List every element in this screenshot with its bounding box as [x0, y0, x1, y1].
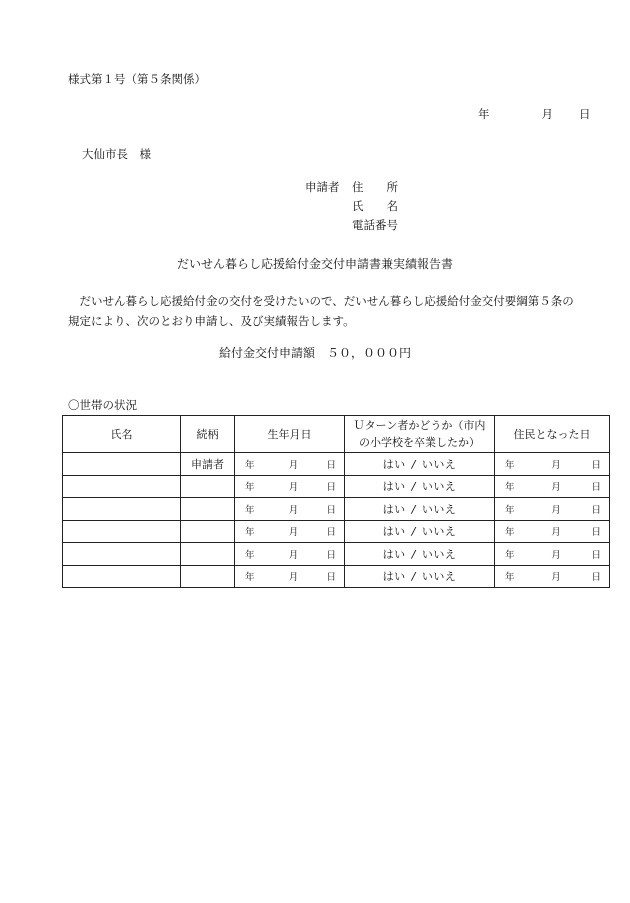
resident-ymd [495, 457, 609, 471]
addressee: 大仙市長 様 [82, 147, 151, 161]
uturn-yes: はい [382, 457, 406, 471]
resident-day: 日 [591, 459, 601, 471]
table-row [63, 543, 610, 566]
cell-birthdate[interactable] [235, 520, 345, 543]
table-row [63, 453, 610, 476]
document-title: だいせん暮らし応援給付金交付申請書兼実績報告書 [176, 257, 453, 271]
cell-name[interactable] [63, 565, 181, 588]
header-relation: 続柄 [181, 416, 235, 453]
date-month: 月 [541, 107, 553, 121]
cell-relation[interactable]: 申請者 [181, 453, 235, 476]
resident-day: 日 [591, 549, 601, 561]
resident-ymd [495, 569, 609, 583]
uturn-yes: はい [382, 525, 406, 539]
birthdate-year: 年 [245, 504, 255, 516]
resident-year: 年 [505, 482, 515, 494]
name-label: 氏 名 [352, 199, 398, 213]
birthdate-day: 日 [326, 572, 336, 584]
resident-year: 年 [505, 504, 515, 516]
header-uturn [345, 416, 495, 453]
uturn-no: いいえ [421, 480, 457, 494]
uturn-separator: / [411, 525, 416, 539]
resident-ymd [495, 524, 609, 538]
resident-month: 月 [551, 527, 561, 539]
cell-uturn[interactable] [345, 543, 495, 566]
uturn-separator: / [411, 457, 416, 471]
resident-day: 日 [591, 504, 601, 516]
uturn-yes: はい [382, 547, 406, 561]
uturn-separator: / [411, 547, 416, 561]
header-resident-date: 住民となった日 [495, 416, 610, 453]
phone-label: 電話番号 [352, 218, 398, 232]
table-row [63, 565, 610, 588]
birthdate-day: 日 [326, 549, 336, 561]
cell-uturn[interactable] [345, 520, 495, 543]
resident-month: 月 [551, 459, 561, 471]
cell-relation[interactable] [181, 498, 235, 521]
cell-birthdate[interactable] [235, 498, 345, 521]
uturn-yes: はい [382, 502, 406, 516]
resident-day: 日 [591, 482, 601, 494]
address-label: 住 所 [352, 180, 398, 194]
date-day: 日 [579, 107, 591, 121]
uturn-no: いいえ [421, 547, 457, 561]
body-text: だいせん暮らし応援給付金の交付を受けたいので、だいせん暮らし応援給付金交付要綱第５条の規定により、次のとおり申請し、及び実績報告します。 [68, 294, 574, 328]
uturn-no: いいえ [421, 525, 457, 539]
cell-name[interactable] [63, 475, 181, 498]
uturn-choice [383, 548, 457, 561]
cell-uturn[interactable] [345, 565, 495, 588]
body-paragraph [68, 291, 578, 331]
household-section-label: 〇世帯の状況 [68, 398, 137, 412]
birthdate-year: 年 [245, 459, 255, 471]
birthdate-day: 日 [326, 482, 336, 494]
applicant-heading: 申請者 [305, 180, 340, 194]
birthdate-month: 月 [288, 572, 299, 584]
uturn-no: いいえ [421, 502, 457, 516]
household-table [62, 415, 610, 588]
cell-relation[interactable] [181, 520, 235, 543]
submission-date [478, 108, 591, 122]
cell-birthdate[interactable] [235, 475, 345, 498]
resident-month: 月 [551, 482, 561, 494]
birthdate-day: 日 [326, 527, 336, 539]
uturn-choice [383, 570, 457, 583]
birthdate-ymd [235, 502, 344, 516]
cell-resident-date[interactable] [495, 543, 610, 566]
uturn-choice [383, 503, 457, 516]
birthdate-year: 年 [245, 549, 255, 561]
birthdate-month: 月 [288, 504, 299, 516]
form-number: 様式第１号（第５条関係） [68, 72, 206, 86]
resident-year: 年 [505, 572, 515, 584]
resident-year: 年 [505, 527, 515, 539]
birthdate-month: 月 [288, 482, 299, 494]
amount-line: 給付金交付申請額 ５０，０００円 [218, 346, 411, 360]
birthdate-month: 月 [288, 549, 299, 561]
cell-name[interactable] [63, 543, 181, 566]
birthdate-month: 月 [288, 459, 299, 471]
header-uturn-line1: Ｕターン者かどうか（市内 [353, 419, 486, 432]
cell-resident-date[interactable] [495, 475, 610, 498]
resident-year: 年 [505, 459, 515, 471]
resident-ymd [495, 502, 609, 516]
birthdate-day: 日 [326, 459, 336, 471]
cell-resident-date[interactable] [495, 453, 610, 476]
resident-ymd [495, 479, 609, 493]
birthdate-day: 日 [326, 504, 336, 516]
birthdate-ymd [235, 479, 344, 493]
cell-birthdate[interactable] [235, 565, 345, 588]
uturn-choice [383, 525, 457, 538]
table-row [63, 520, 610, 543]
birthdate-ymd [235, 547, 344, 561]
resident-month: 月 [551, 572, 561, 584]
cell-resident-date[interactable] [495, 498, 610, 521]
table-header-row [63, 416, 610, 453]
table-row [63, 498, 610, 521]
cell-name[interactable] [63, 453, 181, 476]
resident-month: 月 [551, 549, 561, 561]
cell-relation[interactable] [181, 475, 235, 498]
cell-name[interactable] [63, 520, 181, 543]
uturn-no: いいえ [421, 570, 457, 584]
applicant-block [305, 181, 398, 238]
resident-year: 年 [505, 549, 515, 561]
header-birthdate: 生年月日 [235, 416, 345, 453]
uturn-no: いいえ [421, 457, 457, 471]
uturn-separator: / [411, 480, 416, 494]
cell-uturn[interactable] [345, 498, 495, 521]
table-row [63, 475, 610, 498]
uturn-separator: / [411, 570, 416, 584]
cell-resident-date[interactable] [495, 520, 610, 543]
birthdate-ymd [235, 524, 344, 538]
date-year: 年 [478, 107, 490, 121]
birthdate-year: 年 [245, 572, 255, 584]
resident-day: 日 [591, 572, 601, 584]
birthdate-year: 年 [245, 482, 255, 494]
uturn-yes: はい [382, 570, 406, 584]
birthdate-month: 月 [288, 527, 299, 539]
cell-uturn[interactable] [345, 475, 495, 498]
resident-month: 月 [551, 504, 561, 516]
uturn-choice [383, 480, 457, 493]
header-uturn-line2: の小学校を卒業したか） [359, 436, 480, 449]
cell-resident-date[interactable] [495, 565, 610, 588]
cell-birthdate[interactable] [235, 453, 345, 476]
cell-name[interactable] [63, 498, 181, 521]
uturn-separator: / [411, 502, 416, 516]
cell-relation[interactable] [181, 565, 235, 588]
cell-uturn[interactable] [345, 453, 495, 476]
resident-day: 日 [591, 527, 601, 539]
header-name: 氏名 [63, 416, 181, 453]
resident-ymd [495, 547, 609, 561]
cell-relation[interactable] [181, 543, 235, 566]
cell-birthdate[interactable] [235, 543, 345, 566]
uturn-yes: はい [382, 480, 406, 494]
birthdate-ymd [235, 569, 344, 583]
uturn-choice [383, 458, 457, 471]
birthdate-year: 年 [245, 527, 255, 539]
birthdate-ymd [235, 457, 344, 471]
